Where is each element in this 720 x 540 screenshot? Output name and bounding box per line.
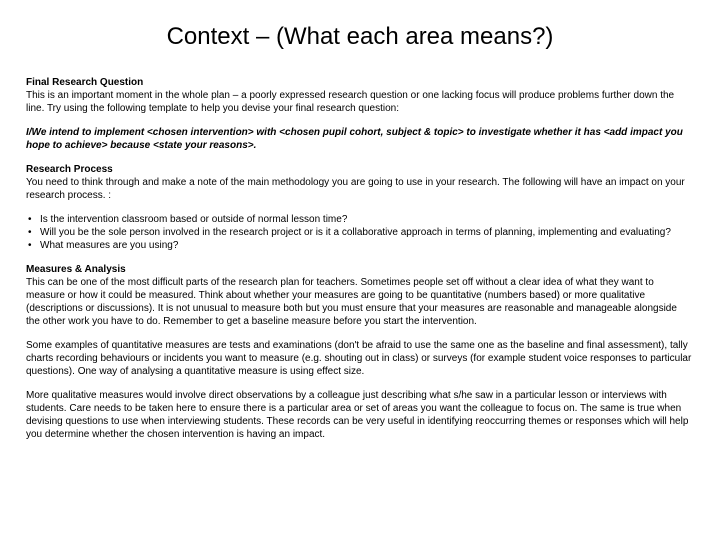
section-final-research-question — [26, 76, 692, 115]
research-process-bullets — [26, 213, 692, 252]
page-title: Context – (What each area means?) — [166, 23, 554, 50]
qualitative-measures-paragraph: More qualitative measures would involve direct observations by a colleague just describing what s/he saw in a particular lesson or interviews with students. Care needs to be taken here to ensure there is a particular area or set of areas you want the colleague to focus on. The same is true when devising questions to use when interviewing students. These records can be very useful in identifying reoccurring themes or responses which will help you determine whether the chosen intervention is having an impact. — [26, 390, 689, 440]
section-research-process — [26, 163, 692, 202]
section-body: This can be one of the most difficult parts of the research plan for teachers. Sometimes people set off without a clear idea of what they want to measure or how it could be measured. Think about whether your measures are going to be quantitative (numbers based) or more qualitative (descriptions or discussions). It is not unusual to measure both but you must ensure that your measures are reasonable and manageable alongside the other work you have to do. Remember to get a baseline measure before you start the intervention. — [26, 277, 677, 327]
section-heading: Research Process — [26, 164, 113, 175]
section-body: You need to think through and make a note of the main methodology you are going to use in your research. The following will have an impact on your research process. : — [26, 177, 685, 201]
section-heading: Final Research Question — [26, 77, 144, 88]
section-measures-analysis — [26, 263, 692, 328]
bullet-icon: • — [28, 227, 32, 238]
section-heading: Measures & Analysis — [26, 264, 126, 275]
list-item-text: What measures are you using? — [40, 240, 179, 251]
list-item — [26, 213, 692, 226]
bullet-icon: • — [28, 214, 32, 225]
research-question-template — [26, 126, 692, 152]
list-item-text: Will you be the sole person involved in the research project or is it a collaborative approach in terms of planning, implementing and evaluating? — [40, 227, 671, 238]
list-item — [26, 239, 692, 252]
quantitative-measures-paragraph: Some examples of quantitative measures are tests and examinations (don't be afraid to use the same one as the baseline and final assessment), tally charts recording behaviours or incidents you want to measure (e.g. shouting out in class) or surveys (for example student voice responses to particular questions). One way of analysing a quantitative measure is using effect size. — [26, 340, 692, 377]
list-item — [26, 226, 692, 239]
template-text: I/We intend to implement <chosen intervention> with <chosen pupil cohort, subject & topic> to investigate whether it has <add impact you hope to achieve> because <state your reasons>. — [26, 127, 683, 151]
list-item-text: Is the intervention classroom based or outside of normal lesson time? — [40, 214, 348, 225]
slide-content — [26, 76, 692, 452]
bullet-icon: • — [28, 240, 32, 251]
section-body: This is an important moment in the whole plan – a poorly expressed research question or one lacking focus will produce problems further down the line. Try using the following template to help you devise your final research question: — [26, 90, 675, 114]
